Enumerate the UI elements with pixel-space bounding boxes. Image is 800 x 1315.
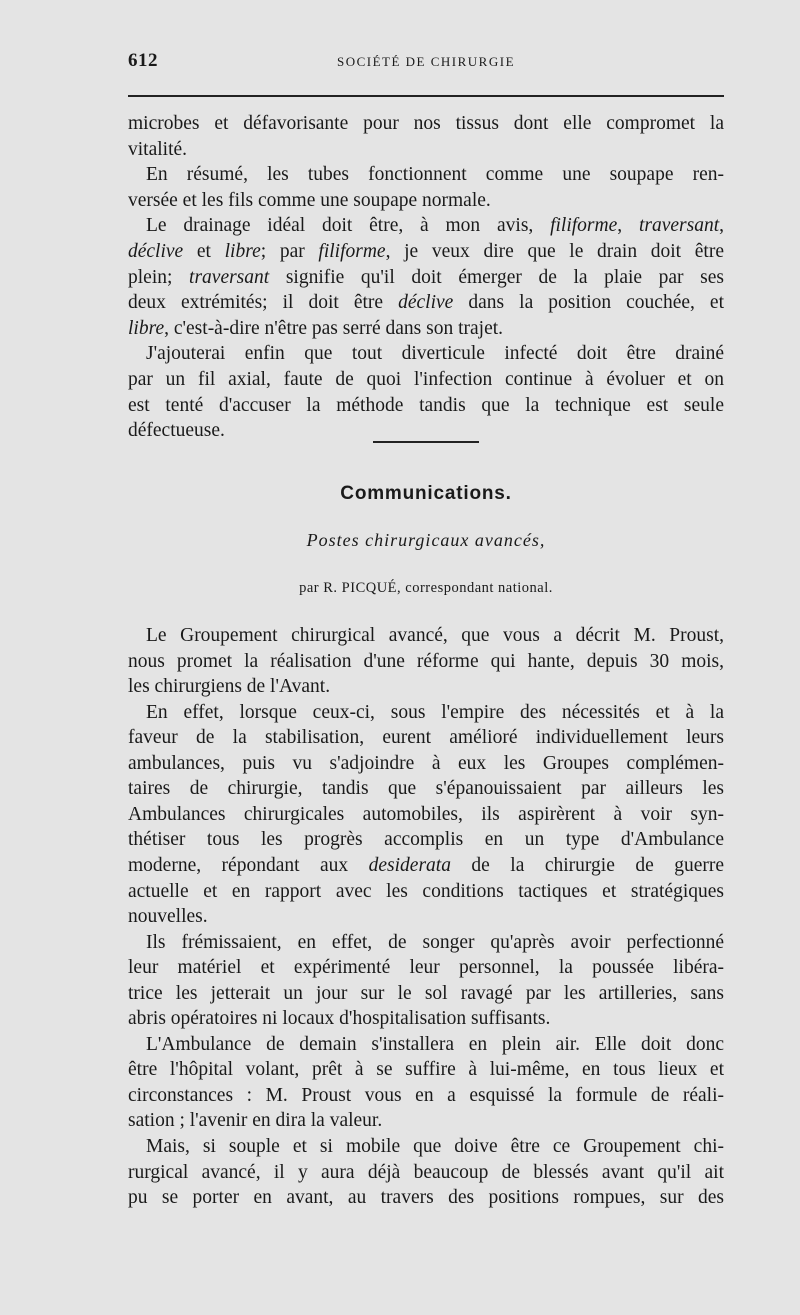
text-line: rurgical avancé, il y aura déjà beaucoup de blessés avant qu'il ait [128,1161,724,1183]
text-line: nous promet la réalisation d'une réforme qui hante, depuis 30 mois, [128,650,724,672]
text-line: plein; traversant signifie qu'il doit émerger de la plaie par ses [128,266,724,288]
text-line: En effet, lorsque ceux-ci, sous l'empire des nécessités et à la [146,701,724,723]
text-line: versée et les fils comme une soupape normale. [128,189,491,211]
text-line: microbes et défavorisante pour nos tissus dont elle compromet la [128,113,724,134]
text-line: L'Ambulance de demain s'installera en plein air. Elle doit donc [146,1033,724,1055]
text-line: est tenté d'accuser la méthode tandis que la technique est seule [128,394,724,416]
text-line: Ambulances chirurgicales automobiles, ils aspirèrent à voir syn- [128,803,724,825]
text-line: actuelle et en rapport avec les conditions tactiques et stratégiques [128,880,724,902]
header-rule [128,95,724,97]
text-line: Le Groupement chirurgical avancé, que vous a décrit M. Proust, [146,625,724,646]
text-line: moderne, répondant aux desiderata de la chirurgie de guerre [128,854,724,876]
text-line: sation ; l'avenir en dira la valeur. [128,1110,383,1132]
text-line: défectueuse. [128,420,225,442]
text-line: pu se porter en avant, au travers des positions rompues, sur des [128,1187,724,1209]
text-line: libre, c'est-à-dire n'être pas serré dans son trajet. [128,317,504,339]
text-line: nouvelles. [128,906,208,928]
article-title: Postes chirurgicaux avancés, [306,530,546,550]
text-line: Le drainage idéal doit être, à mon avis, filiforme, traversant, [146,215,724,237]
text-line: par un fil axial, faute de quoi l'infection continue à évoluer et on [128,369,724,390]
section-title: Communications. [340,483,512,504]
page-header [128,50,724,74]
page-number: 612 [128,50,158,71]
text-line: Ils frémissaient, en effet, de songer qu'après avoir perfectionné [146,931,724,953]
section-separator [373,441,479,443]
text-line: faveur de la stabilisation, eurent amélioré individuellement leurs [128,727,724,749]
text-line: circonstances : M. Proust vous en a esquissé la formule de réali- [128,1084,724,1106]
text-line: thétiser tous les progrès accomplis en un type d'Ambulance [128,829,724,851]
text-line: deux extrémités; il doit être déclive dans la position couchée, et [128,292,724,314]
text-line: leur matériel et expérimenté leur personnel, la poussée libéra- [128,957,724,979]
text-line: trice les jetterait un jour sur le sol ravagé par les artilleries, sans [128,982,724,1004]
text-line: En résumé, les tubes fonctionnent comme une soupape ren- [146,164,724,186]
text-line: déclive et libre; par filiforme, je veux dire que le drain doit être [128,241,724,262]
text-line: les chirurgiens de l'Avant. [128,676,331,698]
text-line: J'ajouterai enfin que tout diverticule infecté doit être drainé [146,343,724,365]
text-line: vitalité. [128,138,188,160]
text-line: ambulances, puis vu s'adjoindre à eux les Groupes complémen- [128,752,724,774]
article-byline: par R. PICQUÉ, correspondant national. [299,580,553,596]
text-line: taires de chirurgie, tandis que s'épanouissaient par ailleurs les [128,778,724,800]
text-line: être l'hôpital volant, prêt à se suffire à lui-même, en tous lieux et [128,1059,724,1081]
running-title: SOCIÉTÉ DE CHIRURGIE [336,54,516,69]
text-line: Mais, si souple et si mobile que doive être ce Groupement chi- [146,1136,724,1157]
text-line: abris opératoires ni locaux d'hospitalisation suffisants. [128,1008,551,1030]
